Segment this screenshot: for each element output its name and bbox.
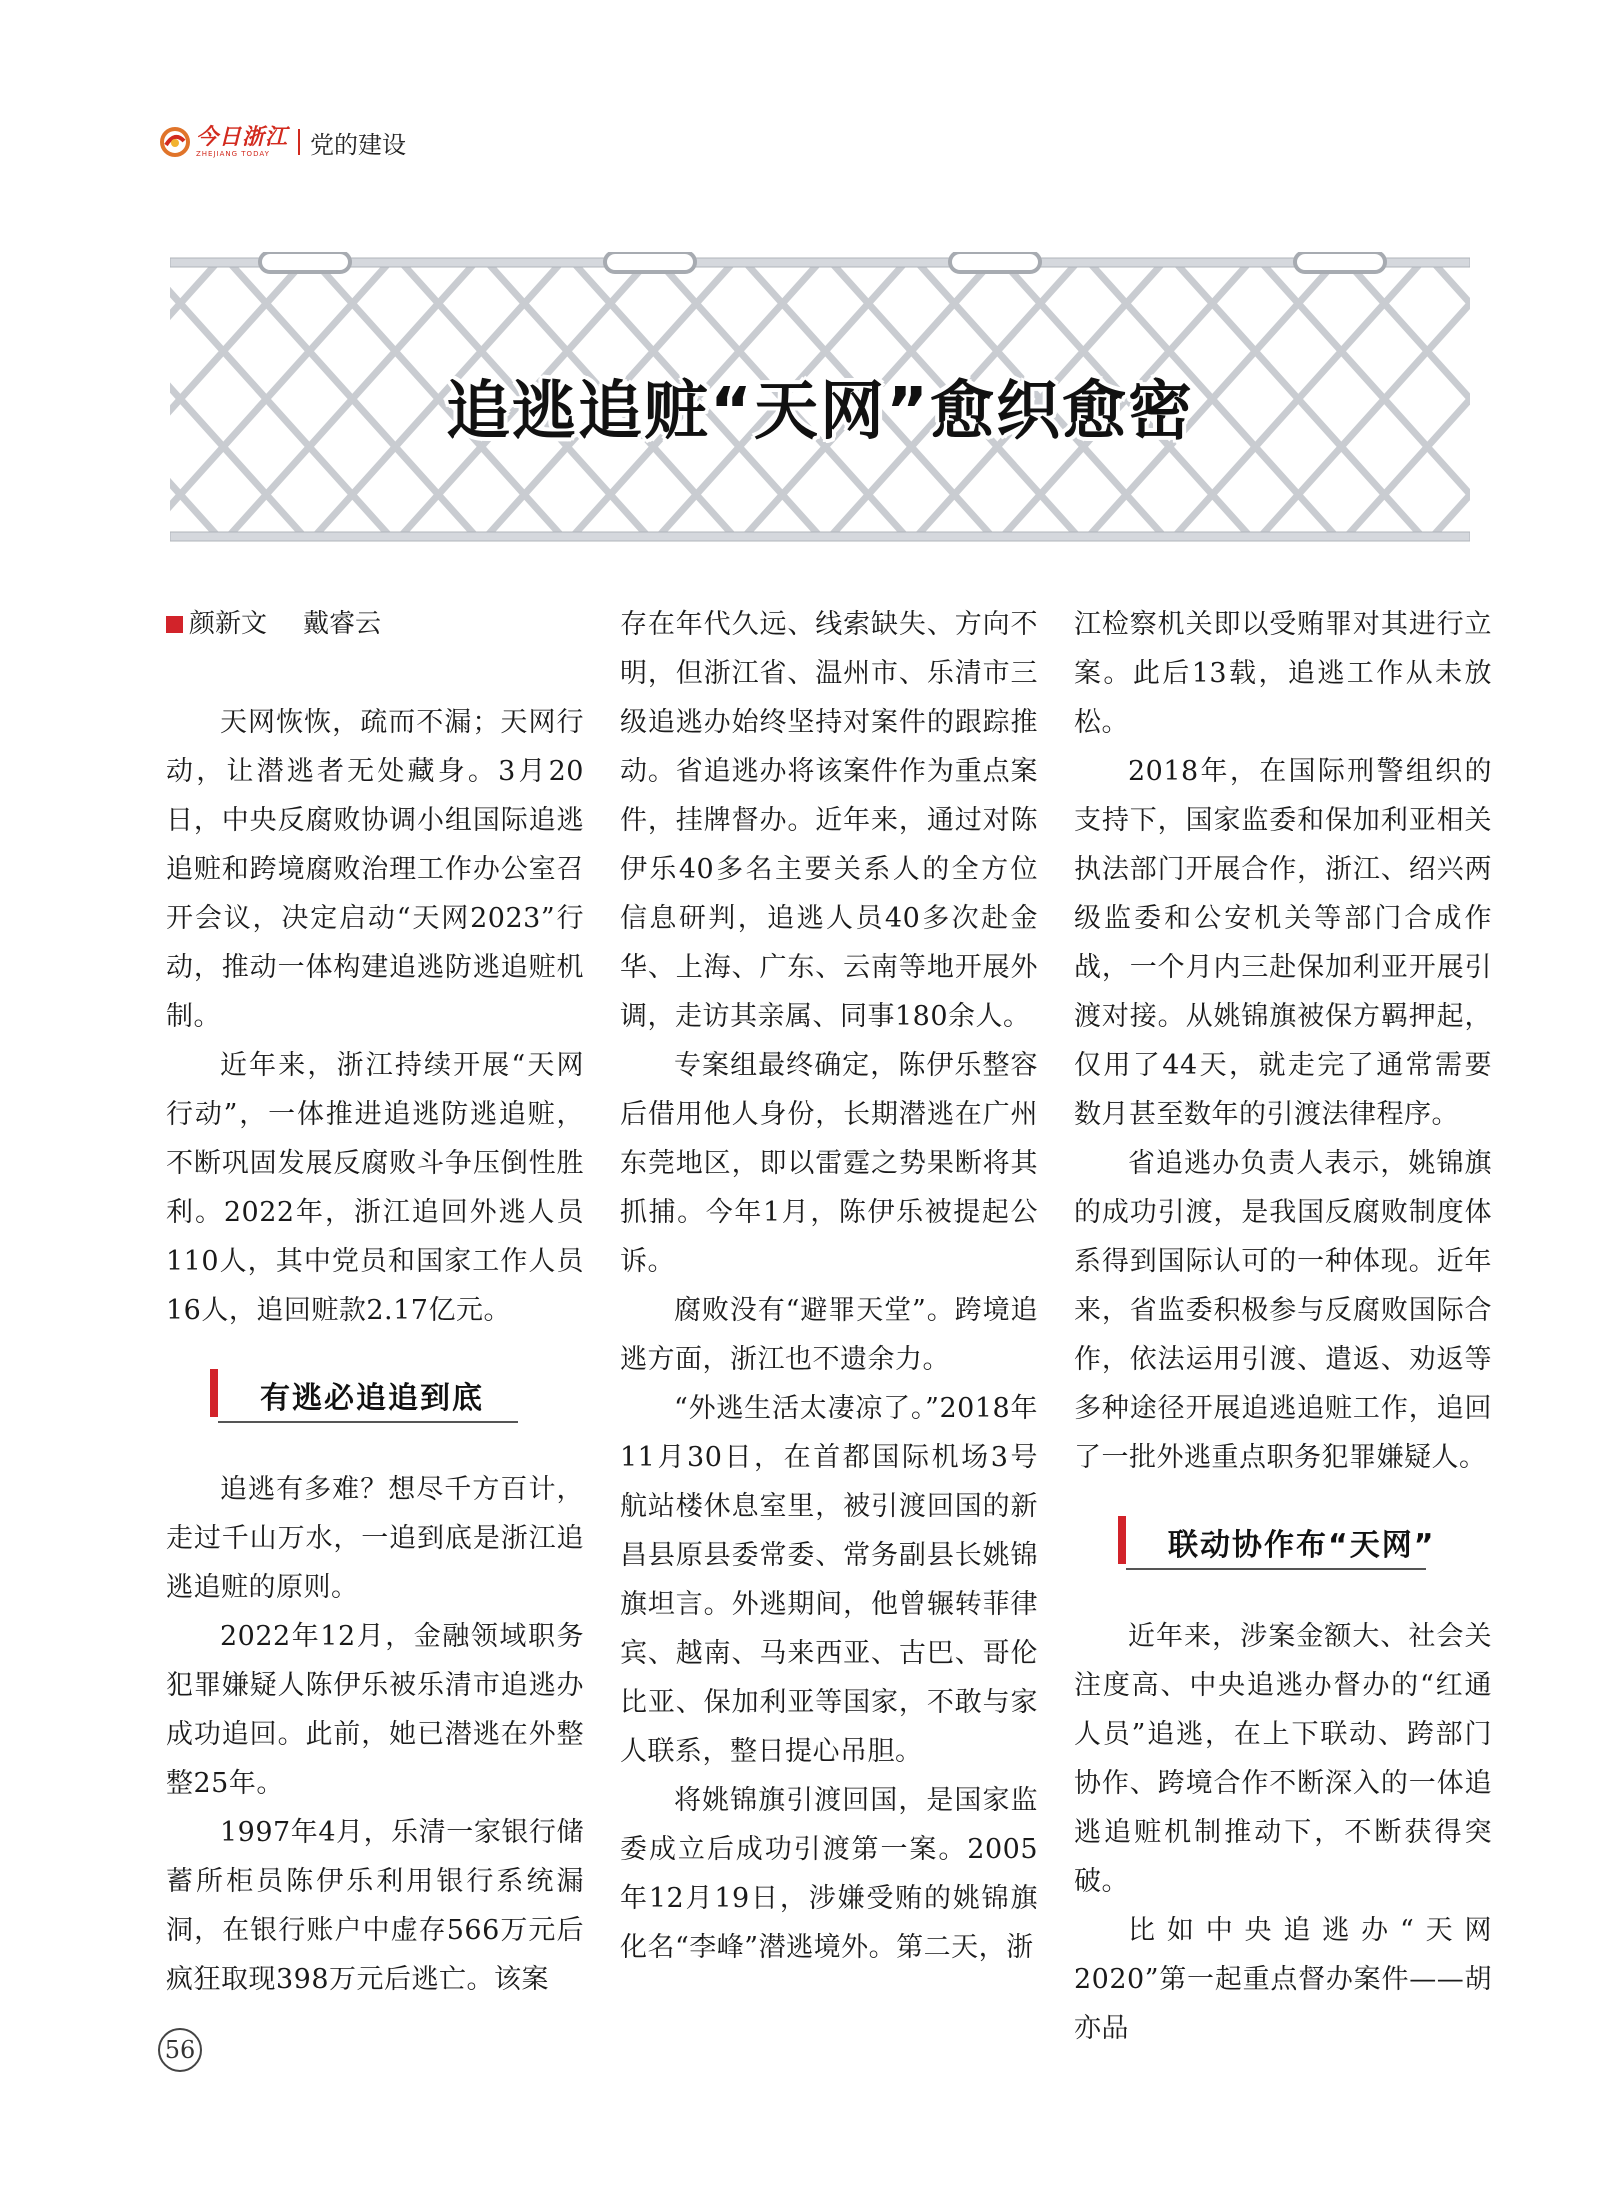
column-2 — [620, 600, 1038, 1972]
subheading-underline — [1126, 1568, 1426, 1570]
logo-chinese-text: 今日浙江 — [196, 124, 289, 150]
subheading-2 — [1118, 1506, 1496, 1576]
paragraph: 天网恢恢，疏而不漏；天网行动，让潜逃者无处藏身。3月20日，中央反腐败协调小组国际追逃追赃和跨境腐败治理工作办公室召开会议，决定启动“天网2023”行动，推动一体构建追逃防逃追赃机制。 — [166, 707, 584, 1032]
title-banner — [170, 252, 1470, 546]
subheading-underline — [218, 1421, 518, 1423]
magazine-logo — [160, 124, 289, 158]
paragraph: 近年来，涉案金额大、社会关注度高、中央追逃办督办的“红通人员”追逃，在上下联动、跨部门协作、跨境合作不断深入的一体追逃追赃机制推动下，不断获得突破。 — [1074, 1621, 1492, 1897]
byline-square-icon — [166, 616, 183, 633]
page-header — [160, 124, 406, 160]
subheading-text: 联动协作布“天网” — [1168, 1528, 1436, 1563]
column-1 — [166, 600, 584, 2004]
subheading-bar — [210, 1369, 218, 1417]
author-1: 颜新文 — [189, 609, 268, 639]
page-number: 56 — [158, 2028, 202, 2072]
column-3 — [1074, 600, 1492, 2053]
article-title: 追逃追赃“天网”愈织愈密 — [445, 375, 1195, 449]
logo-swirl-icon — [160, 127, 190, 157]
paragraph: 追逃有多难？想尽千方百计，走过千山万水，一追到底是浙江追逃追赃的原则。 — [166, 1474, 584, 1603]
paragraph: 比如中央追逃办“天网2020”第一起重点督办案件——胡亦品 — [1074, 1915, 1492, 2044]
paragraph: 1997年4月，乐清一家银行储蓄所柜员陈伊乐利用银行系统漏洞，在银行账户中虚存566万元后疯狂取现398万元后逃亡。该案 — [166, 1817, 584, 1995]
subheading-bar — [1118, 1516, 1126, 1564]
paragraph: 存在年代久远、线索缺失、方向不明，但浙江省、温州市、乐清市三级追逃办始终坚持对案件的跟踪推动。省追逃办将该案件作为重点案件，挂牌督办。近年来，通过对陈伊乐40多名主要关系人的全方位信息研判，追逃人员40多次赴金华、上海、广东、云南等地开展外调，走访其亲属、同事180余人。 — [620, 609, 1038, 1032]
paragraph: 腐败没有“避罪天堂”。跨境追逃方面，浙江也不遗余力。 — [620, 1295, 1038, 1375]
subheading-text: 有逃必追追到底 — [260, 1381, 484, 1416]
subheading-1 — [210, 1359, 588, 1429]
paragraph: 近年来，浙江持续开展“天网行动”，一体推进追逃防逃追赃，不断巩固发展反腐败斗争压倒性胜利。2022年，浙江追回外逃人员110人，其中党员和国家工作人员16人，追回赃款2.17亿元。 — [166, 1050, 584, 1326]
logo-english-text: ZHEJIANG TODAY — [196, 149, 270, 158]
paragraph: 省追逃办负责人表示，姚锦旗的成功引渡，是我国反腐败制度体系得到国际认可的一种体现。近年来，省监委积极参与反腐败国际合作，依法运用引渡、遣返、劝返等多种途径开展追逃追赃工作，追回了一批外逃重点职务犯罪嫌疑人。 — [1074, 1148, 1492, 1473]
paragraph: 江检察机关即以受贿罪对其进行立案。此后13载，追逃工作从未放松。 — [1074, 609, 1492, 738]
paragraph: 2022年12月，金融领域职务犯罪嫌疑人陈伊乐被乐清市追逃办成功追回。此前，她已潜逃在外整整25年。 — [166, 1621, 584, 1799]
section-name: 党的建设 — [310, 130, 407, 159]
paragraph: 将姚锦旗引渡回国，是国家监委成立后成功引渡第一案。2005年12月19日，涉嫌受贿的姚锦旗化名“李峰”潜逃境外。第二天，浙 — [620, 1785, 1038, 1963]
paragraph: 2018年，在国际刑警组织的支持下，国家监委和保加利亚相关执法部门开展合作，浙江、绍兴两级监委和公安机关等部门合成作战，一个月内三赴保加利亚开展引渡对接。从姚锦旗被保方羁押起，仅用了44天，就走完了通常需要数月甚至数年的引渡法律程序。 — [1074, 756, 1492, 1130]
paragraph: 专案组最终确定，陈伊乐整容后借用他人身份，长期潜逃在广州东莞地区，即以雷霆之势果断将其抓捕。今年1月，陈伊乐被提起公诉。 — [620, 1050, 1038, 1277]
header-divider — [298, 129, 300, 155]
author-2: 戴睿云 — [303, 609, 382, 639]
byline — [166, 600, 584, 649]
paragraph: “外逃生活太凄凉了。”2018年11月30日，在首都国际机场3号航站楼休息室里，被引渡回国的新昌县原县委常委、常务副县长姚锦旗坦言。外逃期间，他曾辗转菲律宾、越南、马来西亚、古巴、哥伦比亚、保加利亚等国家，不敢与家人联系，整日提心吊胆。 — [620, 1393, 1038, 1767]
